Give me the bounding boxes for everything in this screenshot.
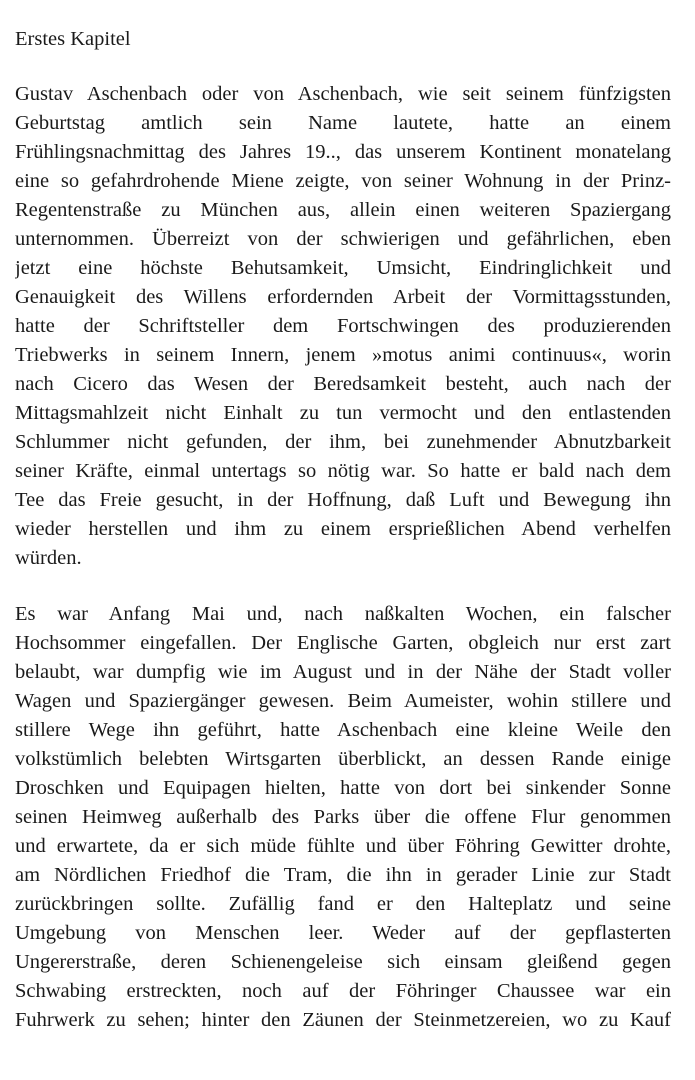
text-line: Geburtstag amtlich sein Name lautete, hatte an einem [15, 112, 671, 134]
text-line: zurückbringen sollte. Zufällig fand er den Halteplatz und seine [15, 893, 671, 915]
text-line: belaubt, war dumpfig wie im August und in der Nähe der Stadt voller [15, 661, 671, 683]
text-line: stillere Wege ihn geführt, hatte Aschenbach eine kleine Weile den [15, 719, 671, 741]
text-line: unternommen. Überreizt von der schwierigen und gefährlichen, eben [15, 228, 671, 250]
text-line: Schwabing erstreckten, noch auf der Föhringer Chaussee war ein [15, 980, 671, 1002]
text-line: Gustav Aschenbach oder von Aschenbach, wie seit seinem fünfzigsten [15, 83, 671, 105]
text-line: am Nördlichen Friedhof die Tram, die ihn in gerader Linie zur Stadt [15, 864, 671, 886]
text-line: und erwartete, da er sich müde fühlte und über Föhring Gewitter drohte, [15, 835, 671, 857]
text-line: eine so gefahrdrohende Miene zeigte, von seiner Wohnung in der Prinz- [15, 170, 671, 192]
text-line: seinen Heimweg außerhalb des Parks über die offene Flur genommen [15, 806, 671, 828]
text-line: Es war Anfang Mai und, nach naßkalten Wochen, ein falscher [15, 603, 671, 625]
text-line: seiner Kräfte, einmal untertags so nötig war. So hatte er bald nach dem [15, 460, 671, 482]
text-line: Tee das Freie gesucht, in der Hoffnung, daß Luft und Bewegung ihn [15, 489, 671, 511]
text-line: Droschken und Equipagen hielten, hatte von dort bei sinkender Sonne [15, 777, 671, 799]
text-line: Ungererstraße, deren Schienengeleise sich einsam gleißend gegen [15, 951, 671, 973]
text-line: Regentenstraße zu München aus, allein einen weiteren Spaziergang [15, 199, 671, 221]
text-line: Genauigkeit des Willens erfordernden Arbeit der Vormittagsstunden, [15, 286, 671, 308]
text-line: würden. [15, 547, 82, 569]
text-line: Umgebung von Menschen leer. Weder auf der gepflasterten [15, 922, 671, 944]
text-line: Fuhrwerk zu sehen; hinter den Zäunen der Steinmetzereien, wo zu Kauf [15, 1009, 671, 1031]
text-line: Wagen und Spaziergänger gewesen. Beim Aumeister, wohin stillere und [15, 690, 671, 712]
text-line: volkstümlich belebten Wirtsgarten überblickt, an dessen Rande einige [15, 748, 671, 770]
paragraph-1 [15, 80, 671, 573]
text-line: Triebwerks in seinem Innern, jenem »motus animi continuus«, worin [15, 344, 671, 366]
text-line: Mittagsmahlzeit nicht Einhalt zu tun vermocht und den entlastenden [15, 402, 671, 424]
text-line: nach Cicero das Wesen der Beredsamkeit besteht, auch nach der [15, 373, 671, 395]
text-line: wieder herstellen und ihm zu einem ersprießlichen Abend verhelfen [15, 518, 671, 540]
text-line: Hochsommer eingefallen. Der Englische Garten, obgleich nur erst zart [15, 632, 671, 654]
paragraph-2 [15, 600, 671, 1035]
text-line: Frühlingsnachmittag des Jahres 19.., das unserem Kontinent monatelang [15, 141, 671, 163]
chapter-title: Erstes Kapitel [15, 28, 131, 50]
text-line: hatte der Schriftsteller dem Fortschwingen des produzierenden [15, 315, 671, 337]
text-line: Schlummer nicht gefunden, der ihm, bei zunehmender Abnutzbarkeit [15, 431, 671, 453]
text-line: jetzt eine höchste Behutsamkeit, Umsicht, Eindringlichkeit und [15, 257, 671, 279]
